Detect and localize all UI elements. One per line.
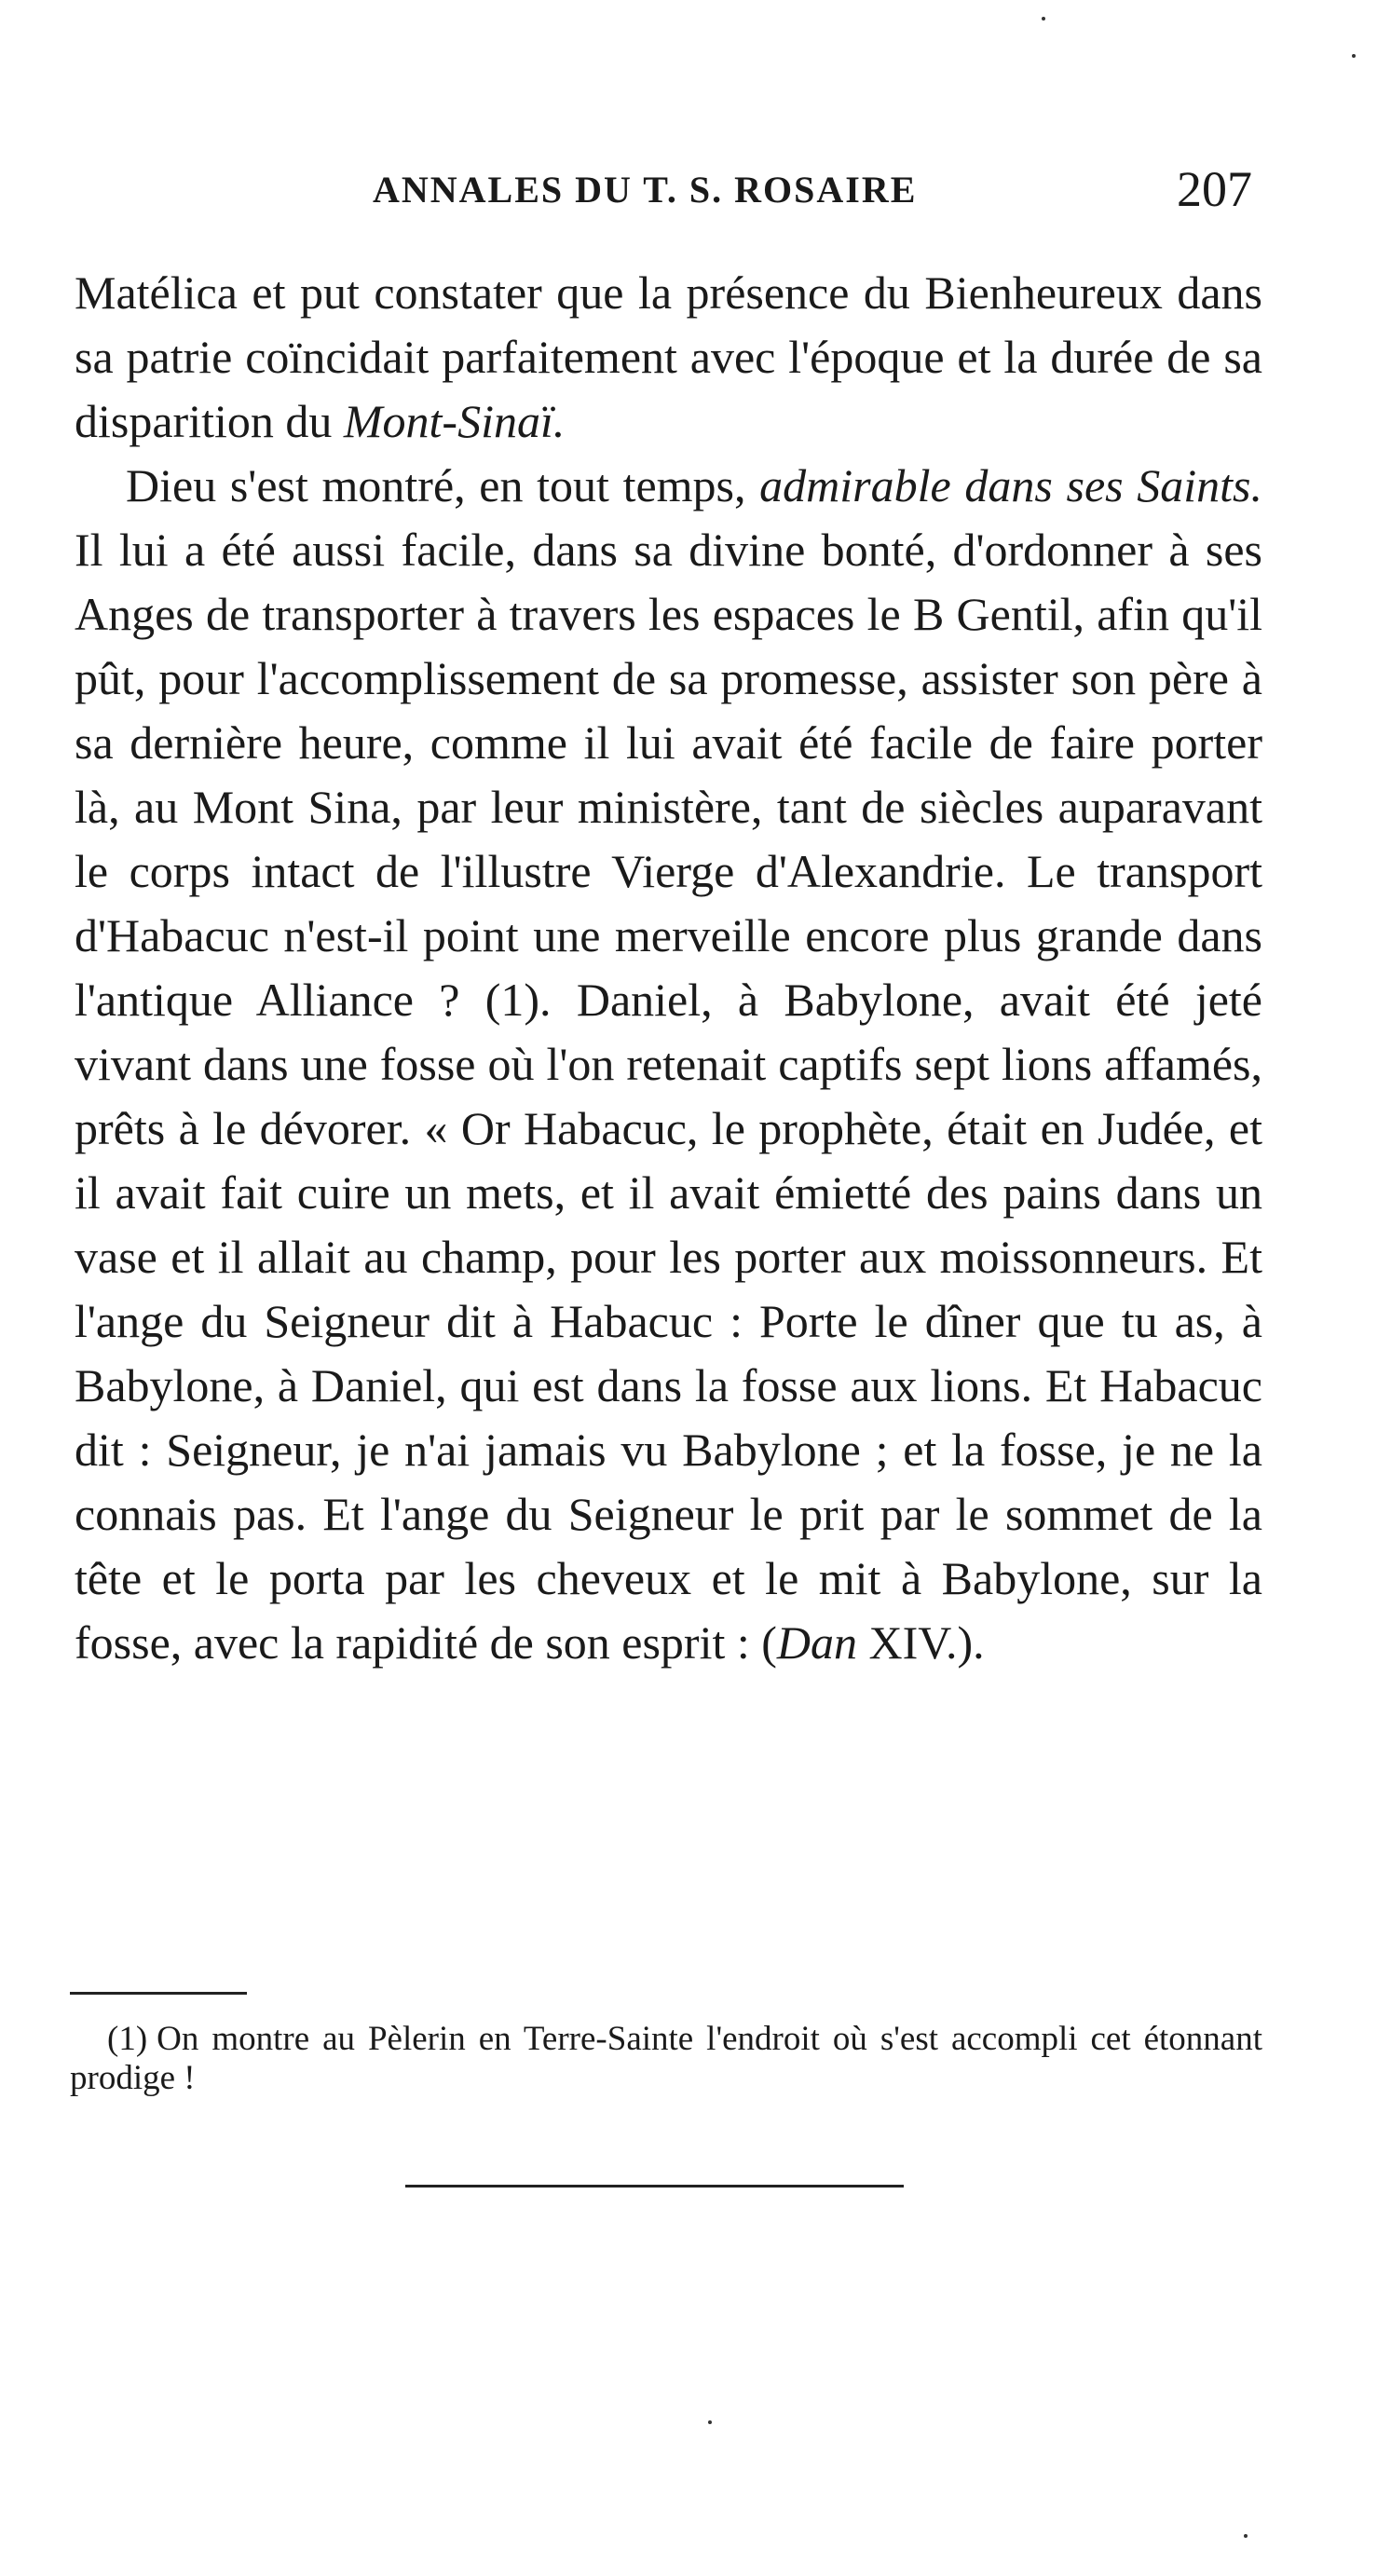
footnote-text: On montre au Pèlerin en Terre-Sainte l'endroit où s'est accompli cet étonnant prodige ! [70, 2020, 1262, 2097]
footnote [70, 2020, 1262, 2098]
paragraph-2-start: Dieu s'est montré, en tout temps, [126, 459, 760, 511]
page-number: 207 [1177, 161, 1252, 217]
paragraph-2 [75, 454, 1262, 1675]
paragraph-2-rest: Il lui a été aussi facile, dans sa divine bonté, d'ordonner à ses Anges de transporter à travers les espaces le B Gentil, afin qu'il pût, pour l'accomplissement de sa promesse, assister son père à sa dernière heure, comme il lui avait été facile de faire porter là, au Mont Sina, par leur ministère, tant de siècles auparavant le corps intact de l'illustre Vierge d'Alexandrie. Le transport d'Habacuc n'est-il point une merveille encore plus grande dans l'antique Alliance ? (1). Daniel, à Babylone, avait été jeté vivant dans une fosse où l'on retenait captifs sept lions affamés, prêts à le dévorer. « Or Habacuc, le prophète, était en Judée, et il avait fait cuire un mets, et il avait émietté des pains dans un vase et il allait au champ, pour les porter aux moissonneurs. Et l'ange du Seigneur dit à Habacuc : Porte le dîner que tu as, à Babylone, à Daniel, qui est dans la fosse aux lions. Et Habacuc dit : Seigneur, je n'ai jamais vu Babylone ; et la fosse, je ne la connais pas. Et l'ange du Seigneur le prit par le sommet de la tête et le porta par les cheveux et le mit à Babylone, sur la fosse, avec la rapidité de son esprit : ( [75, 524, 1262, 1669]
footnote-rule [70, 1992, 247, 1995]
print-speck [1042, 17, 1045, 20]
body-text [75, 261, 1262, 1675]
print-speck [1352, 54, 1356, 58]
print-speck [1244, 2534, 1248, 2538]
paragraph-1 [75, 261, 1262, 454]
end-rule [405, 2185, 904, 2188]
paragraph-2-end: XIV.). [857, 1616, 985, 1669]
footnote-marker: (1) [107, 2020, 148, 2058]
paragraph-1-emphasis: Mont-Sinaï. [343, 395, 566, 447]
print-speck [708, 2420, 712, 2424]
running-title: ANNALES DU T. S. ROSAIRE [373, 169, 918, 211]
paragraph-1-text: Matélica et put constater que la présence du Bienheureux dans sa patrie coïncidait parfaitement avec l'époque et la durée de sa disparition du [75, 266, 1262, 447]
paragraph-2-emphasis: admirable dans ses Saints. [759, 459, 1262, 511]
scripture-reference: Dan [776, 1616, 858, 1669]
